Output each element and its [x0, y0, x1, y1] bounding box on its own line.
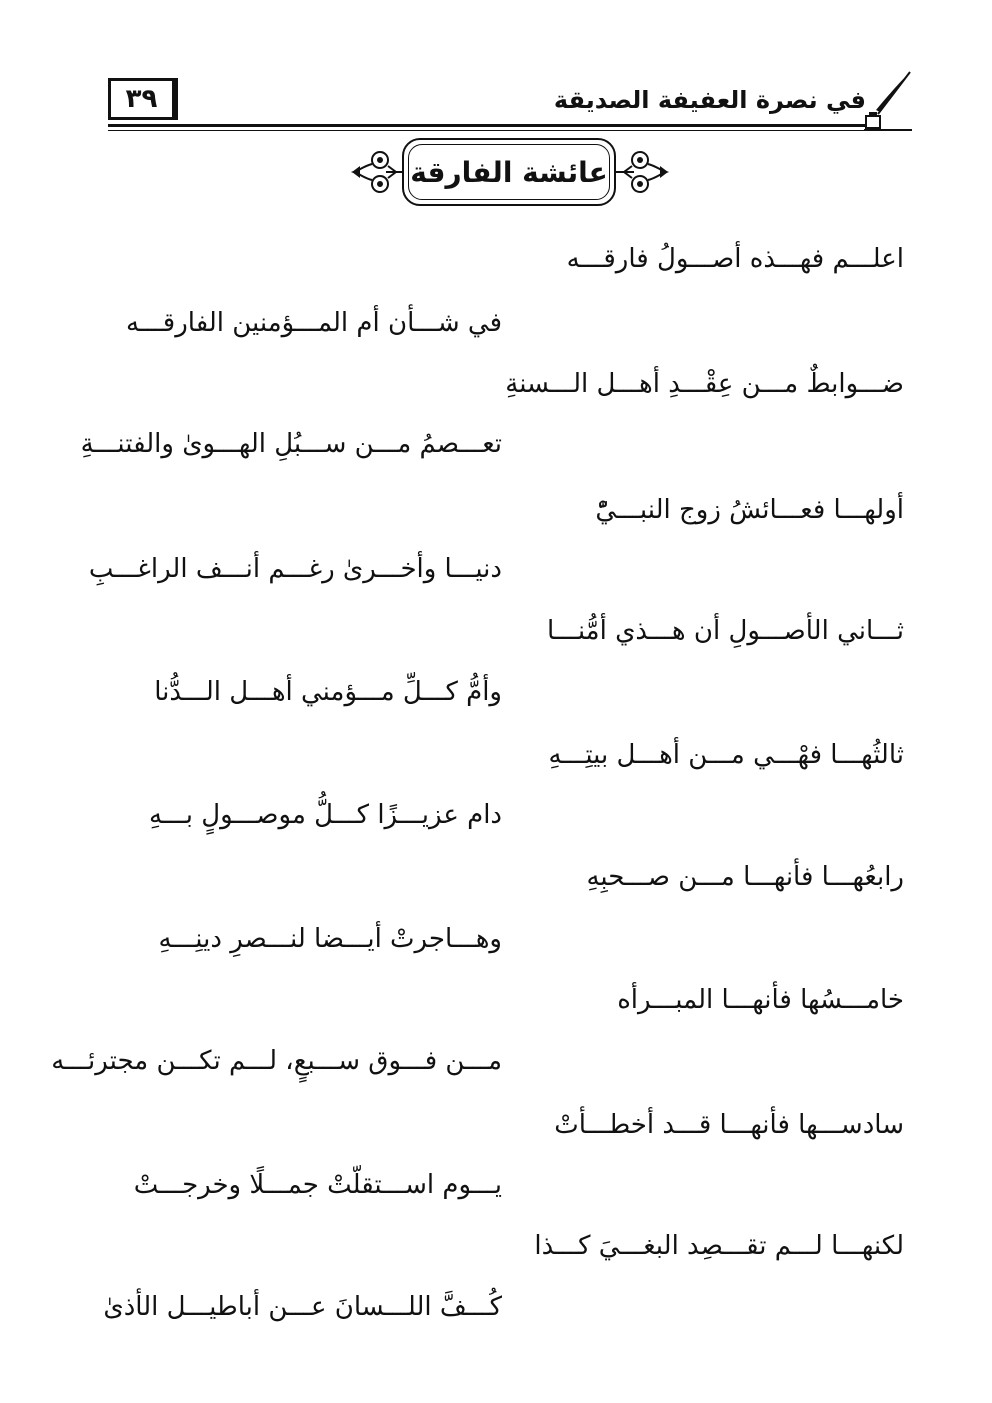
verse-8-second-hemistich: يـــوم اســـتقلّتْ جمـــلًا وخرجـــتْ	[133, 1170, 502, 1200]
page-number: ٣٩	[108, 78, 178, 120]
verse-2-second-hemistich: تعـــصمُ مـــن ســـبُلِ الهـــوىٰ والفتنـــةِ	[80, 429, 502, 459]
verse-6-first-hemistich: رابعُهـــا فأنهـــا مـــن صـــحبِهِ	[586, 862, 904, 892]
verse-1-second-hemistich: في شـــأن أم المـــؤمنين الفارقـــه	[126, 308, 502, 338]
verse-6-second-hemistich: وهـــاجرتْ أيـــضا لنـــصرِ دينِـــهِ	[158, 924, 502, 954]
verse-7-second-hemistich: مـــن فـــوق ســـبعٍ، لـــم تكـــن مجترئـــه	[51, 1046, 502, 1076]
verse-4-second-hemistich: وأمُّ كـــلِّ مـــؤمني أهـــل الـــدُّنا	[154, 677, 502, 707]
verse-8-first-hemistich: سادســـها فأنهـــا قـــد أخطـــأتْ	[554, 1110, 904, 1140]
verse-9-second-hemistich: كُـــفَّ اللـــسانَ عـــن أباطيـــل الأذىٰ	[103, 1292, 502, 1322]
chapter-title: عائشة الفارقة	[410, 155, 608, 189]
verse-3-first-hemistich: أولهـــا فعـــائشُ زوج النبـــيّْ	[595, 495, 904, 525]
verse-7-first-hemistich: خامـــسُها فأنهـــا المبـــرأه	[617, 985, 904, 1015]
verse-4-first-hemistich: ثـــاني الأصـــولِ أن هـــذي أمُّنـــا	[547, 616, 904, 646]
verse-3-second-hemistich: دنيـــا وأخـــرىٰ رغـــم أنـــف الراغـــبِ	[88, 554, 502, 584]
verse-1-first-hemistich: اعلـــم فهـــذه أصـــولُ فارقـــه	[566, 244, 904, 274]
verse-5-second-hemistich: دام عزيـــزًا كـــلُّ موصـــولٍ بـــهِ	[148, 800, 502, 830]
verse-5-first-hemistich: ثالثُهـــا فهْـــي مـــن أهـــل بيتِـــهِ	[548, 740, 904, 770]
verse-2-first-hemistich: ضـــوابطٌ مـــن عِقْـــدِ أهـــل الـــسنةِ	[505, 369, 904, 399]
verse-9-first-hemistich: لكنهـــا لـــم تقـــصِد البغـــيَ كـــذا	[534, 1231, 904, 1261]
running-title: في نصرة العفيفة الصديقة	[553, 86, 866, 114]
